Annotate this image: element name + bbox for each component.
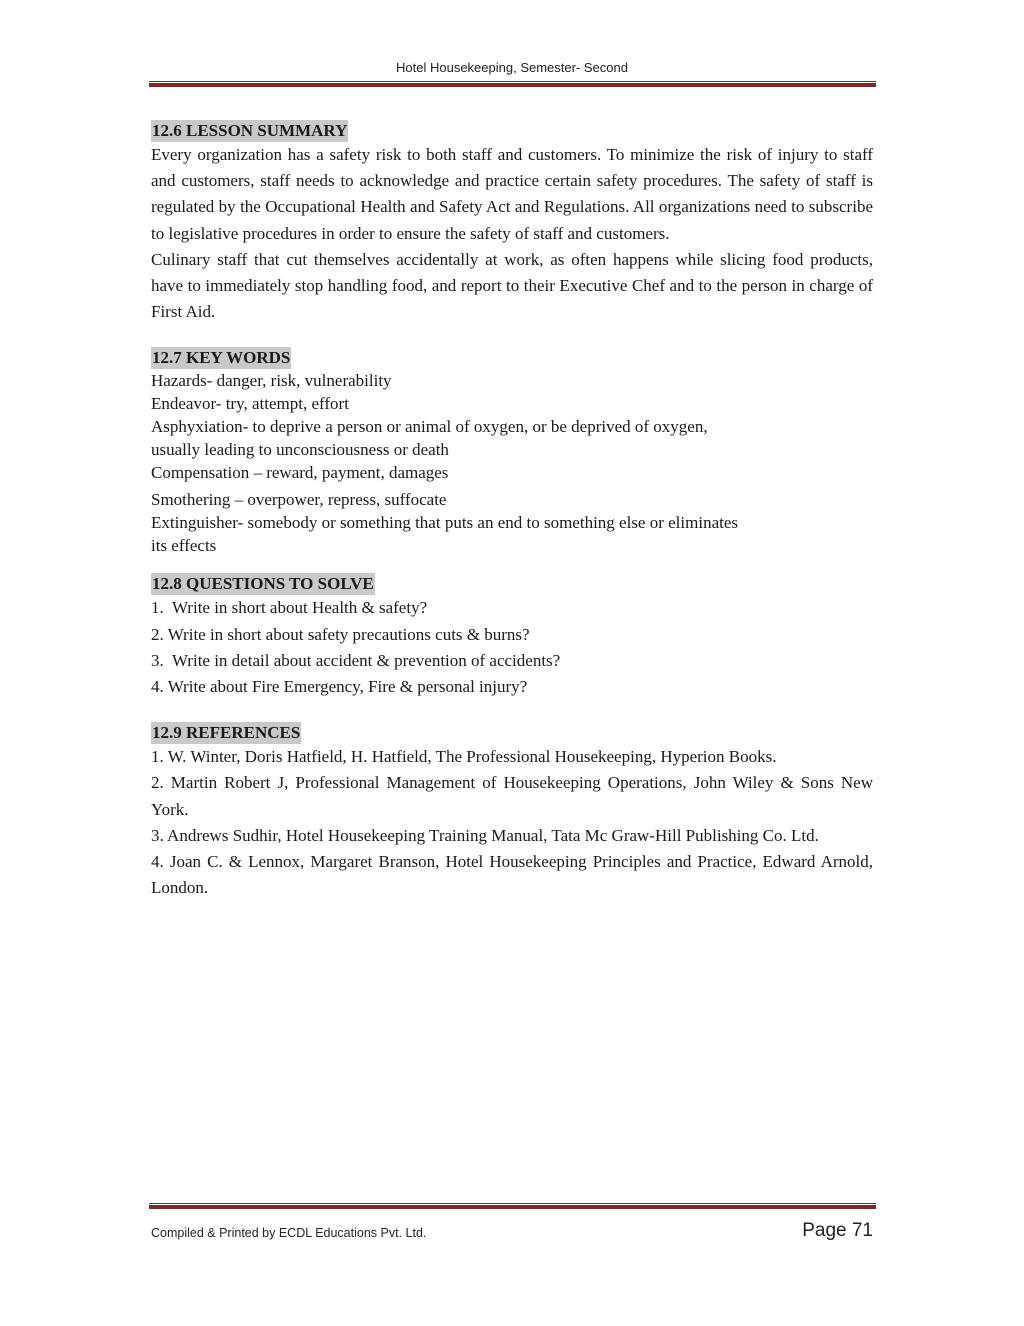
page-content [151,120,873,901]
header-rule [149,81,876,87]
header-rule-thin [149,81,876,82]
reference-item: 4. Joan C. & Lennox, Margaret Branson, Hotel Housekeeping Principles and Practice, Edward Arnold, London. [151,852,873,898]
reference-item: 3. Andrews Sudhir, Hotel Housekeeping Training Manual, Tata Mc Graw-Hill Publishing Co. Ltd. [151,825,819,845]
section-lesson-summary [151,120,873,325]
page-number: Page 71 [802,1220,873,1241]
reference-item: 2. Martin Robert J, Professional Management of Housekeeping Operations, John Wiley & Sons New York. [151,773,873,819]
section-key-words [151,347,873,557]
keyword-line: Compensation – reward, payment, damages [151,463,449,483]
footer-rule-thin [149,1203,876,1204]
question-item: 1. Write in short about Health & safety? [151,598,428,618]
summary-paragraph-2: Culinary staff that cut themselves accidentally at work, as often happens while slicing food products, have to immediately stop handling food, and report to their Executive Chef and to the person in charge of First Aid. [151,249,873,322]
section-heading-keywords: 12.7 KEY WORDS [152,348,291,368]
keyword-line: Smothering – overpower, repress, suffocate [151,490,447,510]
footer-rule [149,1203,876,1209]
section-heading-questions: 12.8 QUESTIONS TO SOLVE [152,574,374,594]
summary-paragraph-1: Every organization has a safety risk to both staff and customers. To minimize the risk of injury to staff and customers, staff needs to acknowledge and practice certain safety procedures. The safety of staff is regulated by the Occupational Health and Safety Act and Regulations. All organizations need to subscribe to legislative procedures in order to ensure the safety of staff and customers. [151,145,873,243]
question-item: 4. Write about Fire Emergency, Fire & personal injury? [151,677,528,697]
section-references [151,722,873,901]
section-heading-summary: 12.6 LESSON SUMMARY [152,121,348,140]
section-questions [151,573,873,700]
header-rule-thick [149,83,876,87]
keyword-line: Hazards- danger, risk, vulnerability [151,371,392,391]
question-item: 2. Write in short about safety precautions cuts & burns? [151,624,530,644]
keyword-line: usually leading to unconsciousness or death [151,440,449,460]
page-header-title: Hotel Housekeeping, Semester- Second [396,60,628,75]
keyword-line: Endeavor- try, attempt, effort [151,394,349,414]
section-heading-references: 12.9 REFERENCES [152,723,301,743]
keyword-line: Extinguisher- somebody or something that puts an end to something else or eliminates [151,513,739,533]
footer-credit: Compiled & Printed by ECDL Educations Pvt. Ltd. [151,1226,427,1240]
keyword-line: its effects [151,536,217,556]
keyword-line: Asphyxiation- to deprive a person or animal of oxygen, or be deprived of oxygen, [151,417,708,437]
footer-rule-thick [149,1205,876,1209]
reference-item: 1. W. Winter, Doris Hatfield, H. Hatfield, The Professional Housekeeping, Hyperion Books. [151,747,777,767]
question-item: 3. Write in detail about accident & prevention of accidents? [151,650,561,670]
